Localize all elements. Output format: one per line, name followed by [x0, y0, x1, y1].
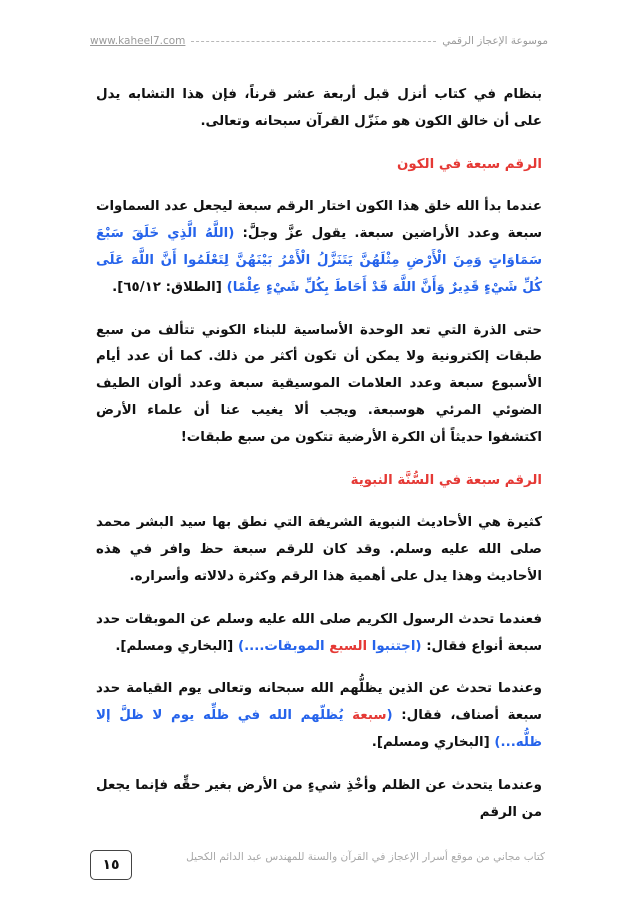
verse-reference: [الطلاق: ٦٥/١٢]. [112, 279, 222, 295]
header-divider [191, 41, 436, 42]
intro-paragraph: بنظام في كتاب أنزل قبل أربعة عشر قرناً، فإن هذا التشابه يدل على أن خالق الكون هو منَزّل القرآن سبحانه وتعالى. [96, 87, 542, 129]
page-footer: كتاب مجاني من موقع أسرار الإعجاز في القرآن والسنة للمهندس عبد الدائم الكحيل [186, 851, 545, 863]
paragraph-injustice: وعندما يتحدث عن الظلم وأخْذِ شيءٍ من الأرض بغير حقِّه فإنما يجعل من الرقم [96, 777, 542, 820]
hadith-quote-part: ( [386, 708, 393, 724]
paragraph-hadith-intro: كثيرة هي الأحاديث النبوية الشريفة التي نطق بها سيد البشر محمد صلى الله عليه وسلم. وقد كان للرقم سبعة حظ وافر في هذه الأحاديث وهذا يدل على أهمية هذا الرقم وكثرة دلالاته وأسراره. [96, 515, 542, 584]
quran-verse: (اللَّهُ الَّذِي خَلَقَ سَبْعَ سَمَاوَاتٍ وَمِنَ الْأَرْضِ مِثْلَهُنَّ يَتَنَزَّلُ الْأَمْرُ بَيْنَهُنَّ لِتَعْلَمُوا أَنَّ اللَّهَ عَلَى كُلِّ شَيْءٍ قَدِيرٌ وَأَنَّ اللَّهَ قَدْ أَحَاطَ بِكُلِّ شَيْءٍ عِلْمًا) [96, 226, 542, 295]
highlight-number: السبع [329, 638, 368, 654]
paragraph-text: عندما بدأ الله خلق هذا الكون اختار الرقم سبعة ليجعل عدد السماوات سبعة وعدد الأراضين سبعة. يقول عزَّ وجلَّ: [96, 199, 542, 242]
paragraph-text: فعندما تحدث الرسول الكريم صلى الله عليه وسلم عن الموبقات حدد سبعة أنواع فقال: [96, 611, 542, 654]
paragraph-atom: حتى الذرة التي تعد الوحدة الأساسية للبناء الكوني تتألف من سبع طبقات إلكترونية ولا يمكن أن تكون أكثر من ذلك. كما أن عدد أيام الأسبوع سبعة وعدد العلامات الموسيقية سبعة وعدد ألوان الطيف الضوئي المرئي هوسبعة. ويجب ألا يغيب عنا أن علماء الأرض اكتشفوا حديثاً أن الكرة الأرضية تتكون من سبع طبقات! [96, 322, 542, 445]
hadith-reference: [البخاري ومسلم]. [115, 638, 234, 654]
site-link[interactable]: www.kaheel7.com [90, 35, 186, 47]
hadith-quote-part: يُظلّهم الله في ظلِّه يوم لا ظلَّ إلا ظلُّه...) [96, 708, 542, 750]
document-body [96, 82, 542, 842]
paragraph-shade [96, 676, 542, 756]
highlight-number: سبعة [352, 708, 387, 724]
paragraph-text: وعندما تحدث عن الذين يظلُّهم الله سبحانه وتعالى يوم القيامة حدد سبعة أصناف، فقال: [96, 681, 542, 724]
paragraph-mubiqat [96, 607, 542, 661]
page-header [90, 30, 548, 52]
series-title: موسوعة الإعجاز الرقمي [442, 35, 548, 47]
section-heading-universe: الرقم سبعة في الكون [396, 156, 542, 172]
hadith-reference: [البخاري ومسلم]. [371, 734, 490, 750]
hadith-quote-part: الموبقات....) [237, 638, 325, 654]
hadith-quote [238, 639, 422, 654]
paragraph-universe [96, 194, 542, 301]
page-number: ١٥ [90, 850, 132, 880]
section-heading-sunnah: الرقم سبعة في السُّنَّة النبوية [350, 472, 542, 488]
hadith-quote-part: (اجتنبوا [371, 638, 422, 654]
